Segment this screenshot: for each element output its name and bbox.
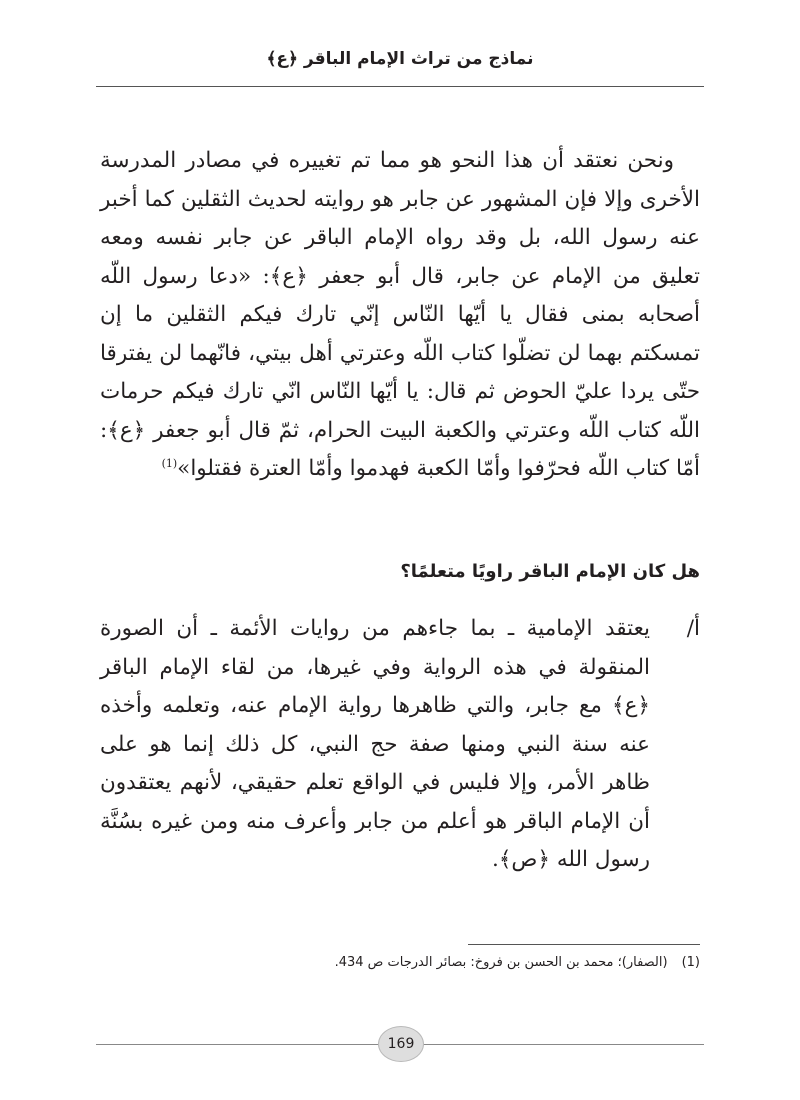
list-item-marker: أ/ (686, 616, 700, 641)
footnote-reference: (1) (161, 456, 178, 470)
main-paragraph (100, 142, 700, 489)
main-paragraph-text: ونحن نعتقد أن هذا النحو هو مما تم تغييره في مصادر المدرسة الأخرى وإلا فإن المشهور عن جابر هو روايته لحديث الثقلين كما أخبر عنه رسول الله، بل وقد رواه الإمام الباقر عن جابر نفسه ومعه تعليق من الإمام عن جابر، قال أبو جعفر ﴿ع﴾: «دعا رسول اللّه أصحابه بمنى فقال يا أيّها النّاس إنّي تارك فيكم الثقلين ما إن تمسكتم بهما لن تضلّوا كتاب اللّه وعترتي أهل بيتي، فانّهما لن يفترقا حتّى يردا عليّ الحوض ثم قال: يا أيّها النّاس انّي تارك فيكم حرمات اللّه كتاب اللّه وعترتي والكعبة البيت الحرام، ثمّ قال أبو جعفر ﴿ع﴾: أمّا كتاب اللّه فحرّفوا وأمّا الكعبة فهدموا وأمّا العترة فقتلوا» (100, 148, 700, 481)
footnote (100, 955, 700, 970)
list-item (100, 610, 700, 880)
running-header: نماذج من تراث الإمام الباقر ﴿ع﴾ (266, 49, 534, 69)
header-divider (96, 86, 704, 87)
footnote-number: (1) (681, 955, 700, 970)
main-paragraph-block (100, 142, 700, 489)
page-number: 169 (378, 1026, 424, 1062)
section-heading: هل كان الإمام الباقر راويًا متعلمًا؟ (400, 561, 700, 582)
footnote-text: (الصفار)؛ محمد بن الحسن بن فروخ: بصائر الدرجات ص 434. (334, 955, 668, 970)
footnote-divider (468, 944, 700, 945)
numbered-list (100, 610, 700, 880)
list-item-text: يعتقد الإمامية ـ بما جاءهم من روايات الأئمة ـ أن الصورة المنقولة في هذه الرواية وفي غيرها، من لقاء الإمام الباقر ﴿ع﴾ مع جابر، والتي ظاهرها رواية الإمام عنه، وتعلمه وأخذه عنه سنة النبي ومنها صفة حج النبي، كل ذلك إنما هو على ظاهر الأمر، وإلا فليس في الواقع تعلم حقيقي، لأنهم يعتقدون أن الإمام الباقر هو أعلم من جابر وأعرف منه ومن غيره بسُنَّة رسول الله ﴿ص﴾. (100, 616, 650, 872)
